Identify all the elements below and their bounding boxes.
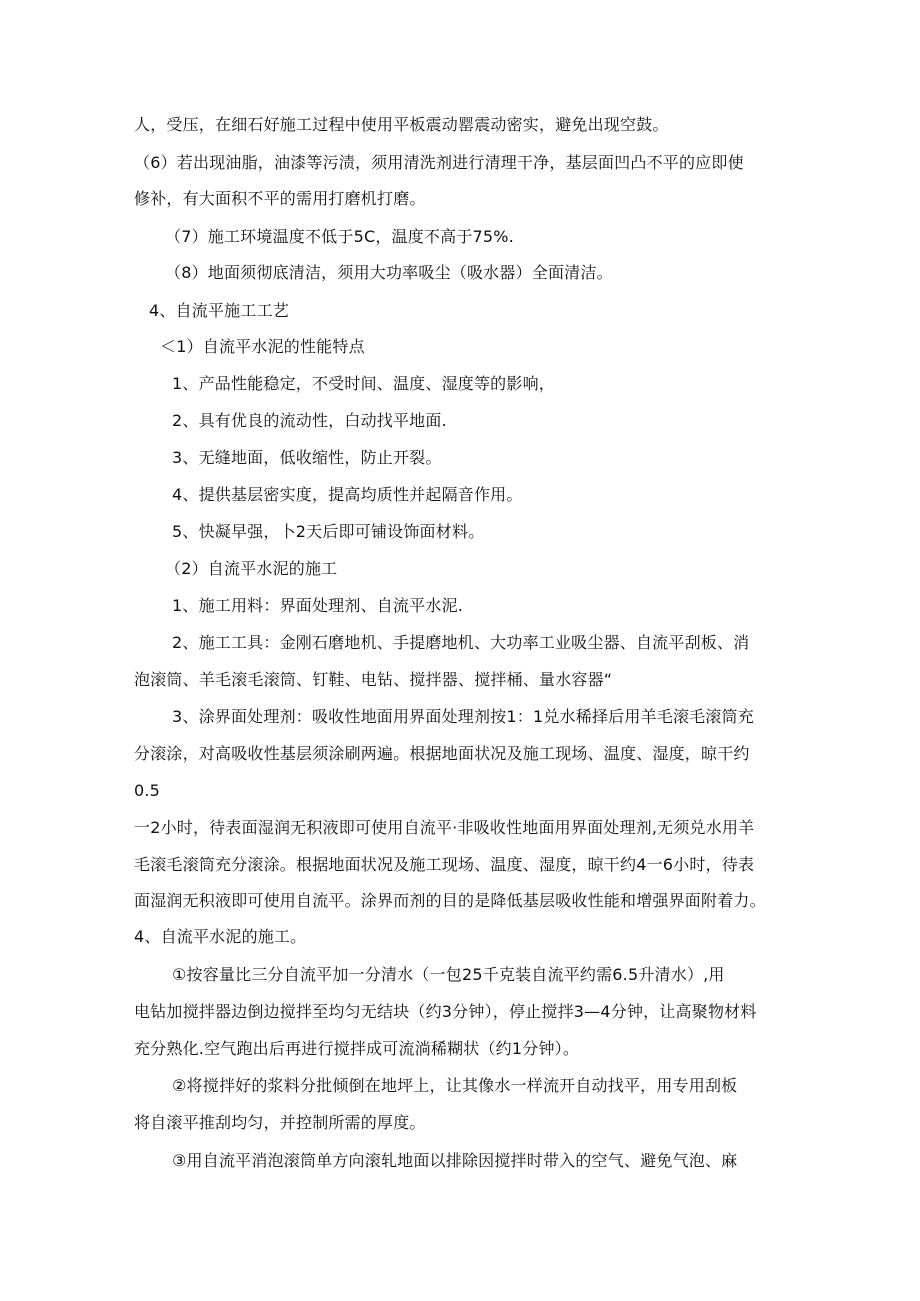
text-line: 分滚涂，对高吸收性基层须涂刷两遍。根据地面状况及施工现场、温度、湿度，晾干约 bbox=[134, 744, 750, 763]
list-item: 3、无缝地面，低收缩性，防止开裂。 bbox=[172, 448, 442, 467]
text-line: 充分熟化.空气跑出后再进行搅拌成可流淌稀糊状（约1分钟）。 bbox=[134, 1039, 580, 1058]
text-line: （8）地面须彻底清洁，须用大功率吸尘（吸水器）全面清洁。 bbox=[165, 263, 613, 282]
section-heading: 4、自流平水泥的施工。 bbox=[134, 927, 307, 946]
list-item: ①按容量比三分自流平加一分清水（一包25千克装自流平约需6.5升清水）,用 bbox=[172, 965, 725, 984]
list-item: 2、施工工具：金刚石磨地机、手提磨地机、大功率工业吸尘器、自流平刮板、消 bbox=[172, 633, 750, 652]
list-item: 4、提供基层密实度，提高均质性并起隔音作用。 bbox=[172, 485, 523, 504]
subsection-heading: ＜1）自流平水泥的性能特点 bbox=[160, 337, 365, 356]
text-line: （7）施工环境温度不低于5C，温度不高于75%. bbox=[165, 227, 514, 246]
list-item: 5、快凝早强，卜2天后即可铺设饰面材料。 bbox=[172, 522, 485, 541]
section-heading: 4、自流平施工工艺 bbox=[149, 301, 289, 320]
text-line: 泡滚筒、羊毛滚毛滚筒、钉鞋、电钻、搅拌器、搅拌桶、量水容器“ bbox=[134, 670, 613, 689]
text-line: 0.5 bbox=[134, 781, 161, 800]
list-item: 3、涂界面处理剂：吸收性地面用界面处理剂按1：1兑水稀择后用羊毛滚毛滚筒充 bbox=[172, 707, 754, 726]
list-item: 1、产品性能稳定，不受时间、温度、湿度等的影响， bbox=[172, 374, 555, 393]
text-line: 将自滚平推刮均匀，并控制所需的厚度。 bbox=[134, 1113, 426, 1132]
text-line: 修补，有大面积不平的需用打磨机打磨。 bbox=[134, 189, 426, 208]
text-line: 人，受压，在细石好施工过程中使用平板震动罂震动密实，避免出现空鼓。 bbox=[134, 115, 669, 134]
text-line: 毛滚毛滚筒充分滚涂。根据地面状况及施工现场、温度、湿度，晾干约4一6小时，待表 bbox=[134, 855, 755, 874]
list-item: 1、施工用料：界面处理剂、自流平水泥. bbox=[172, 596, 464, 615]
text-line: 面湿润无积液即可使用自流平。涂界而剂的目的是降低基层吸收性能和增强界面附着力。 bbox=[134, 891, 766, 910]
list-item: ②将搅拌好的浆料分批倾倒在地坪上，让其像水一样流开自动找平，用专用刮板 bbox=[172, 1076, 738, 1095]
text-line: 一2小时，待表面湿润无积液即可使用自流平·非吸收性地面用界面处理剂,无须兑水用羊 bbox=[134, 818, 755, 837]
text-line: 电钻加搅拌器边倒边搅拌至均匀无结块（约3分钟），停止搅拌3—4分钟，让高聚物材料 bbox=[134, 1002, 757, 1021]
subsection-heading: （2）自流平水泥的施工 bbox=[165, 559, 338, 578]
list-item: ③用自流平消泡滚筒单方向滚轧地面以排除因搅拌时带入的空气、避免气泡、麻 bbox=[172, 1151, 738, 1170]
list-item: 2、具有优良的流动性，白动找平地面. bbox=[172, 411, 447, 430]
text-line: （6）若出现油脂，油漆等污渍，须用清洗剂进行清理干净，基层面凹凸不平的应即使 bbox=[134, 153, 744, 172]
